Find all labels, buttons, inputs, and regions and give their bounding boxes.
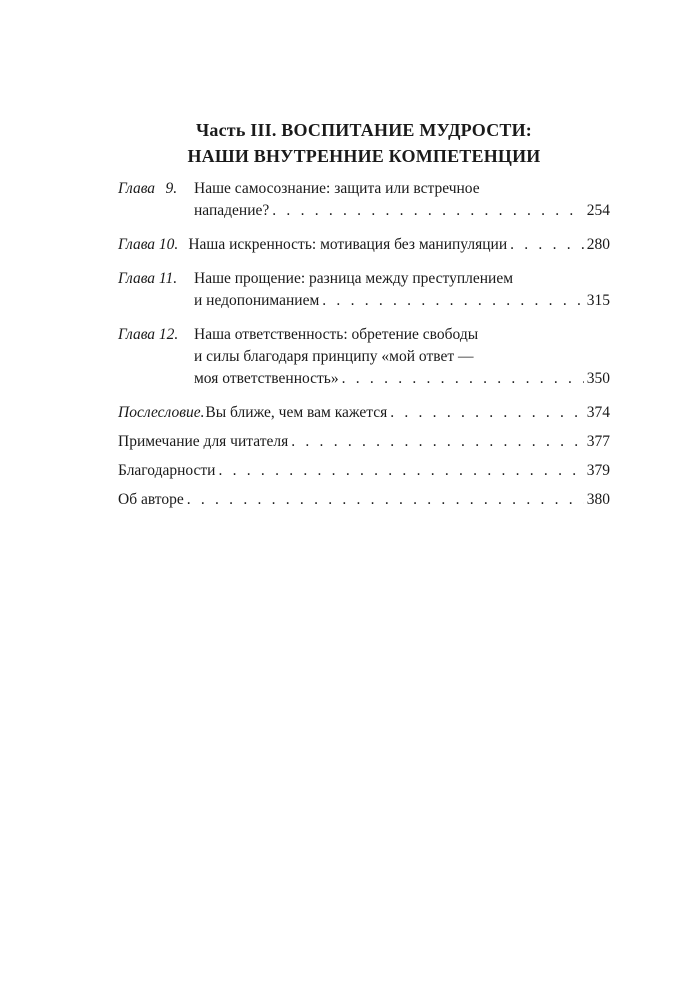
page-number: 315 [586,292,610,309]
chapter-label [118,178,188,200]
chapter-label: Глава 11. [118,270,178,287]
chapter-title-line-2: нападение? [194,202,270,219]
chapter-title-line-1: Наше прощение: разница между преступлением [194,270,514,287]
afterword-title: Вы ближе, чем вам кажется [205,404,388,421]
page-number: 379 [586,462,610,479]
page-number: 377 [586,433,610,450]
toc-entry-reader-note [118,431,610,453]
dot-leader [218,460,583,482]
dot-leader [187,489,584,511]
dot-leader [342,368,584,390]
chapter-title-line-2: и недопониманием [194,292,320,309]
dot-leader [272,200,583,222]
toc-entry-acknowledgements [118,460,610,482]
chapter-title-line-2: и силы благодаря принципу «мой ответ — [194,348,474,365]
reader-note-title: Примечание для читателя [118,433,289,450]
dot-leader [390,402,584,424]
table-of-contents [118,178,610,511]
chapter-label-number: 9. [165,180,178,197]
chapter-label-word: Глава [118,180,156,197]
part-heading-line-2: НАШИ ВНУТРЕННИЕ КОМПЕТЕНЦИИ [187,146,541,166]
dot-leader [291,431,584,453]
toc-entry-chapter-11 [118,268,610,312]
toc-entry-chapter-12 [118,324,610,390]
chapter-label: Глава 10. [118,236,179,253]
about-author-title: Об авторе [118,491,184,508]
page-number: 280 [586,236,610,253]
toc-entry-about-author [118,489,610,511]
chapter-title-line-1: Наше самосознание: защита или встречное [194,180,480,197]
acknowledgements-title: Благодарности [118,462,216,479]
page-number: 380 [586,491,610,508]
chapter-title-line-3: моя ответственность» [194,370,339,387]
part-heading [118,117,610,169]
dot-leader [510,234,584,256]
page-number: 374 [586,404,610,421]
chapter-title-line-1: Наша искренность: мотивация без манипуляции [188,236,508,253]
book-page [118,117,610,518]
toc-entry-chapter-10 [118,234,610,256]
page-number: 254 [586,202,610,219]
chapter-label: Глава 12. [118,326,179,343]
page-number: 350 [586,370,610,387]
dot-leader [322,290,583,312]
toc-entry-afterword [118,402,610,424]
chapter-title-line-1: Наша ответственность: обретение свободы [194,326,479,343]
part-heading-line-1: Часть III. ВОСПИТАНИЕ МУДРОСТИ: [196,120,532,140]
afterword-label: Послесловие. [118,404,205,421]
toc-entry-chapter-9 [118,178,610,222]
